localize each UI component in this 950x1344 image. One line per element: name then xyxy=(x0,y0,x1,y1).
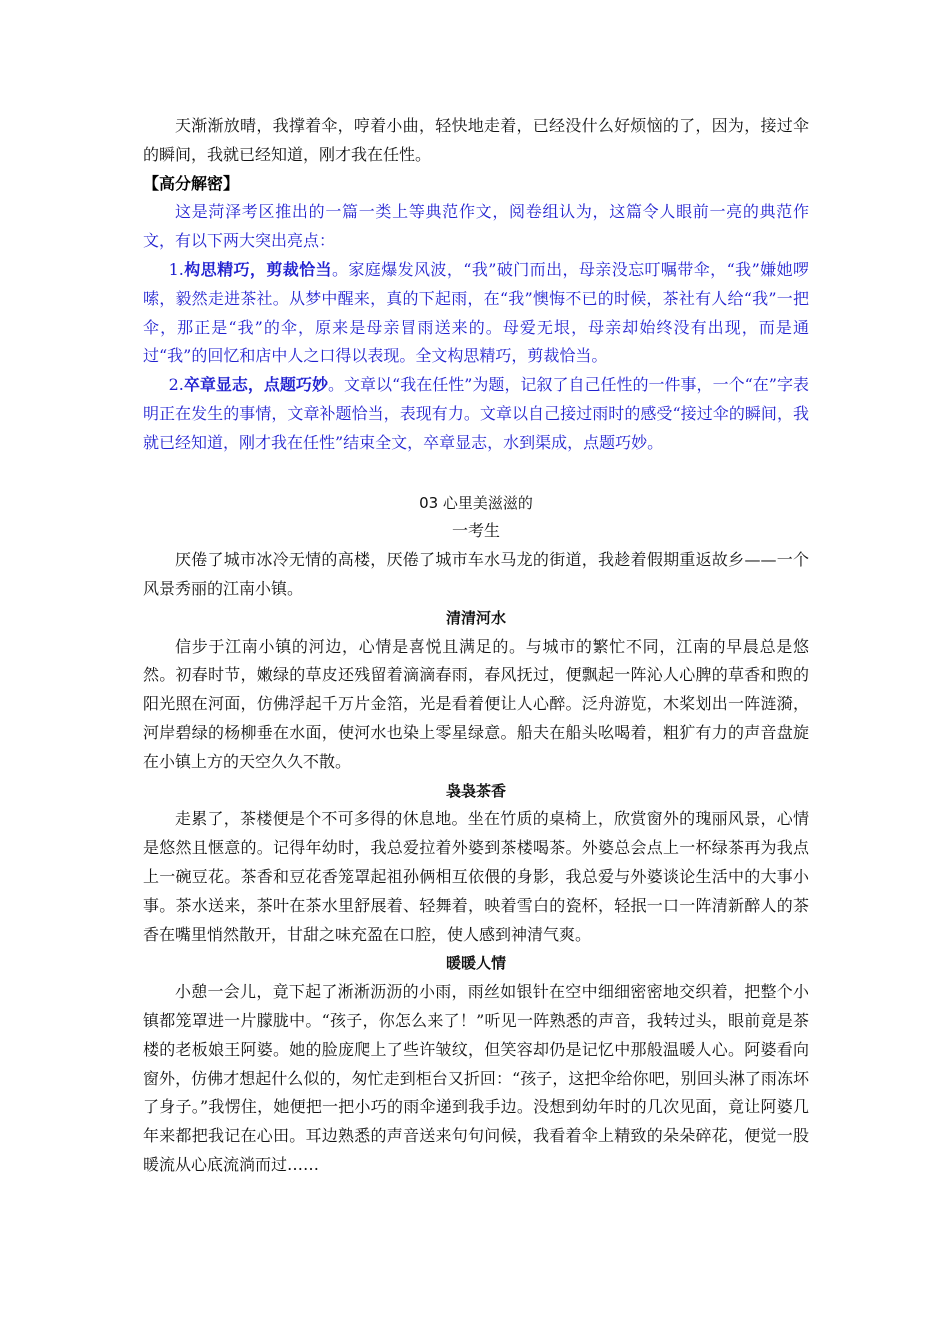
essay-author: 一考生 xyxy=(451,521,500,541)
analysis-intro: 这是菏泽考区推出的一篇一类上等典范作文，阅卷组认为，这篇令人眼前一亮的典范作文，有以下两大突出亮点： xyxy=(143,202,809,251)
document-page xyxy=(143,112,809,1180)
point-2-label: 2. xyxy=(168,375,184,395)
point-1-label: 1. xyxy=(168,259,184,279)
analysis-point-1 xyxy=(143,256,809,371)
essay-title: 03 心里美滋滋的 xyxy=(419,493,533,512)
section-text-river: 信步于江南小镇的河边，心情是喜悦且满足的。与城市的繁忙不同，江南的早晨总是悠然。初春时节，嫩绿的草皮还残留着滴滴春雨，春风抚过，便飘起一阵沁人心脾的草香和煦的阳光照在河面，仿佛浮起千万片金箔，光是看着便让人心醉。泛舟游览，木桨划出一阵涟漪，河岸碧绿的杨柳垂在水面，使河水也染上零星绿意。船夫在船头吆喝着，粗犷有力的声音盘旋在小镇上方的天空久久不散。 xyxy=(143,636,809,771)
point-2-text: 。文章以“我在任性”为题，记叙了自己任性的一件事，一个“在”字表明正在发生的事情，文章补题恰当，表现有力。文章以自己接过雨时的感受“接过伞的瞬间，我就已经知道，刚才我在任性”结束全文，卒章显志，水到渠成，点题巧妙。 xyxy=(143,375,809,452)
section-text-warmth: 小憩一会儿，竟下起了淅淅沥沥的小雨，雨丝如银针在空中细细密密地交织着，把整个小镇都笼罩进一片朦胧中。“孩子，你怎么来了！”听见一阵熟悉的声音，我转过头，眼前竟是茶楼的老板娘王阿婆。她的脸庞爬上了些许皱纹，但笑容却仍是记忆中那般温暖人心。阿婆看向窗外，仿佛才想起什么似的，匆忙走到柜台又折回：“孩子，这把伞给你吧，别回头淋了雨冻坏了身子。”我愣住，她便把一把小巧的雨伞递到我手边。没想到幼年时的几次见面，竟让阿婆几年来都把我记在心田。耳边熟悉的声音送来句句问候，我看着伞上精致的朵朵碎花，便觉一股暖流从心底流淌而过…… xyxy=(143,982,809,1174)
section-heading-river: 清清河水 xyxy=(445,608,506,627)
point-2-title: 卒章显志，点题巧妙 xyxy=(183,375,328,395)
point-1-title: 构思精巧，剪裁恰当 xyxy=(183,259,332,279)
section-text-tea: 走累了，茶楼便是个不可多得的休息地。坐在竹质的桌椅上，欣赏窗外的瑰丽风景，心情是悠然且惬意的。记得年幼时，我总爱拉着外婆到茶楼喝茶。外婆总会点上一杯绿茶再为我点上一碗豆花。茶香和豆花香笼罩起祖孙俩相互依偎的身影，我总爱与外婆谈论生活中的大事小事。茶水送来，茶叶在茶水里舒展着、轻舞着，映着雪白的瓷杯，轻抿一口一阵清新醉人的茶香在嘴里悄然散开，甘甜之味充盈在口腔，使人感到神清气爽。 xyxy=(143,809,809,944)
analysis-point-2 xyxy=(143,371,809,457)
section-heading-warmth: 暖暖人情 xyxy=(445,954,506,973)
essay-intro: 厌倦了城市冰冷无情的高楼，厌倦了城市车水马龙的街道，我趁着假期重返故乡——一个风景秀丽的江南小镇。 xyxy=(143,550,809,598)
passage-ending-paragraph: 天渐渐放晴，我撑着伞，哼着小曲，轻快地走着，已经没什么好烦恼的了，因为，接过伞的瞬间，我就已经知道，刚才我在任性。 xyxy=(143,116,809,164)
section-heading-tea: 袅袅茶香 xyxy=(445,781,506,800)
point-1-text: 。家庭爆发风波，“我”破门而出，母亲没忘叮嘱带伞，“我”嫌她啰嗦，毅然走进茶社。从梦中醒来，真的下起雨，在“我”懊悔不已的时候，茶社有人给“我”一把伞，那正是“我”的伞，原来是母亲冒雨送来的。母爱无垠，母亲却始终没有出现，而是通过“我”的回忆和店中人之口得以表现。全文构思精巧，剪裁恰当。 xyxy=(143,259,809,366)
analysis-heading: 【高分解密】 xyxy=(143,173,240,193)
